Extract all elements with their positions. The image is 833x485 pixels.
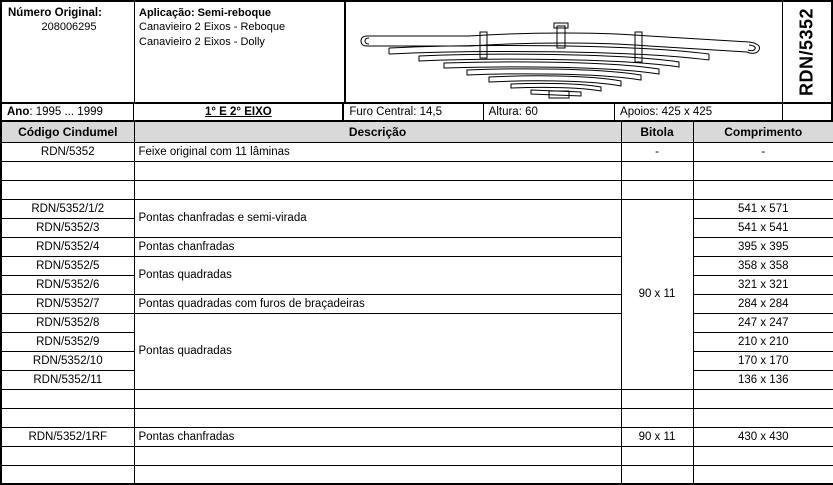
cell-length: 210 x 210: [693, 332, 833, 351]
cell-code: RDN/5352/11: [1, 370, 134, 389]
table-row: [1, 294, 833, 313]
cell-desc: Pontas chanfradas: [134, 427, 621, 446]
cell-code: RDN/5352/7: [1, 294, 134, 313]
cell-code: RDN/5352: [1, 142, 134, 161]
cell-code: RDN/5352/9: [1, 332, 134, 351]
cell-length: 321 x 321: [693, 275, 833, 294]
cell-gauge: [621, 465, 693, 484]
cell-code: [1, 180, 134, 199]
product-code-vertical: RDN/5352: [796, 7, 817, 97]
cell-length: [693, 180, 833, 199]
cell-code: [1, 408, 134, 427]
cell-desc: [134, 389, 621, 408]
cell-gauge-merged: 90 x 11: [621, 199, 693, 389]
cell-desc: [134, 446, 621, 465]
application-cell: [135, 2, 346, 102]
cell-desc: [134, 465, 621, 484]
original-number-cell: [2, 2, 135, 102]
cell-length: 247 x 247: [693, 313, 833, 332]
cell-gauge: [621, 446, 693, 465]
year-label: Ano: [7, 105, 30, 118]
cell-code: RDN/5352/8: [1, 313, 134, 332]
cell-length: 358 x 358: [693, 256, 833, 275]
cell-code: RDN/5352/1/2: [1, 199, 134, 218]
cell-desc: Pontas quadradas: [134, 313, 621, 389]
cell-gauge: [621, 161, 693, 180]
table-row: [1, 427, 833, 446]
application-line-1: Canavieiro 2 Eixos - Reboque: [139, 21, 286, 34]
cell-length: 541 x 541: [693, 218, 833, 237]
cell-desc: Feixe original com 11 lâminas: [134, 142, 621, 161]
cell-length: 541 x 571: [693, 199, 833, 218]
cell-code: [1, 389, 134, 408]
cell-desc: [134, 180, 621, 199]
header-codigo: Código Cindumel: [1, 122, 134, 142]
table-row: [1, 389, 833, 408]
cell-code: RDN/5352/4: [1, 237, 134, 256]
product-code-cell: [783, 2, 831, 102]
cell-length: 395 x 395: [693, 237, 833, 256]
cell-desc: Pontas chanfradas e semi-virada: [134, 199, 621, 237]
leaf-spring-icon: [349, 2, 779, 102]
table-row: [1, 237, 833, 256]
cell-desc: [134, 161, 621, 180]
cell-length: [693, 465, 833, 484]
header-comprimento: Comprimento: [693, 122, 833, 142]
cell-code: RDN/5352/5: [1, 256, 134, 275]
table-header-row: [1, 122, 833, 142]
table-row: [1, 446, 833, 465]
cell-length: [693, 446, 833, 465]
year-value: : 1995 ... 1999: [29, 105, 103, 118]
cell-gauge: [621, 180, 693, 199]
axle-cell: 1° E 2° EIXO: [134, 103, 344, 122]
cell-desc: Pontas quadradas com furos de braçadeiras: [134, 294, 621, 313]
spec-row: [0, 103, 833, 122]
cell-desc: [134, 408, 621, 427]
cell-gauge: 90 x 11: [621, 427, 693, 446]
cell-code: RDN/5352/1RF: [1, 427, 134, 446]
cell-desc: Pontas chanfradas: [134, 237, 621, 256]
cell-length: 430 x 430: [693, 427, 833, 446]
application-label: Aplicação: Semi-reboque: [139, 7, 272, 19]
header-block: [0, 0, 833, 103]
header-bitola: Bitola: [621, 122, 693, 142]
cell-code: [1, 161, 134, 180]
application-line-2: Canavieiro 2 Eixos - Dolly: [139, 35, 265, 48]
supports-cell: Apoios: 425 x 425: [615, 103, 783, 122]
cell-code: RDN/5352/10: [1, 351, 134, 370]
original-number-label: Número Original:: [8, 7, 102, 19]
cell-length: 136 x 136: [693, 370, 833, 389]
table-row: [1, 313, 833, 332]
cell-gauge: [621, 389, 693, 408]
center-hole-cell: Furo Central: 14,5: [344, 103, 483, 122]
spec-spacer-cell: [783, 103, 831, 122]
table-row: [1, 142, 833, 161]
height-cell: Altura: 60: [484, 103, 615, 122]
cell-code: [1, 446, 134, 465]
parts-table: [0, 122, 833, 485]
header-descricao: Descrição: [134, 122, 621, 142]
original-number-value: 208006295: [41, 21, 97, 34]
cell-length: -: [693, 142, 833, 161]
table-row: [1, 256, 833, 275]
table-row: [1, 199, 833, 218]
cell-length: 284 x 284: [693, 294, 833, 313]
year-cell: [2, 103, 134, 122]
cell-gauge: -: [621, 142, 693, 161]
table-row: [1, 180, 833, 199]
table-row: [1, 408, 833, 427]
cell-code: [1, 465, 134, 484]
cell-code: RDN/5352/3: [1, 218, 134, 237]
table-row: [1, 465, 833, 484]
table-row: [1, 161, 833, 180]
leaf-spring-drawing-cell: [346, 2, 783, 102]
cell-length: [693, 408, 833, 427]
cell-gauge: [621, 408, 693, 427]
cell-desc: Pontas quadradas: [134, 256, 621, 294]
cell-length: 170 x 170: [693, 351, 833, 370]
cell-length: [693, 389, 833, 408]
cell-length: [693, 161, 833, 180]
cell-code: RDN/5352/6: [1, 275, 134, 294]
